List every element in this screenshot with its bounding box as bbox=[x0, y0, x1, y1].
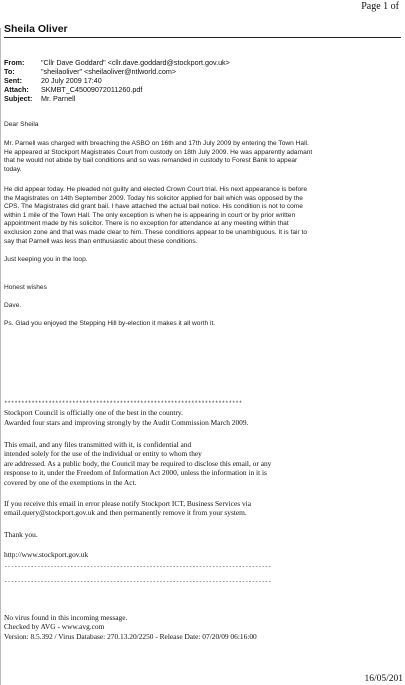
page-number: Page 1 of bbox=[361, 1, 399, 12]
council-url-link[interactable]: http://www.stockport.gov.uk bbox=[4, 550, 89, 559]
header-attach-row bbox=[4, 85, 142, 94]
virus-check-line: Checked by AVG - www.avg.com bbox=[4, 622, 105, 632]
footer-line-1: Stockport Council is officially one of the best in the country. bbox=[4, 408, 183, 417]
greeting: Dear Sheila bbox=[4, 121, 39, 128]
error-notice-line: email.query@stockport.gov.uk and then permanently remove it from your system. bbox=[4, 508, 247, 518]
disclaimer-line: intended solely for the use of the individual or entity to whom they bbox=[4, 449, 202, 459]
disclaimer bbox=[4, 440, 271, 487]
paragraph-2-line: appointment made by his solicitor. There is no exception for attendance at any meeting within that bbox=[4, 220, 289, 228]
virus-check bbox=[4, 613, 257, 641]
dashes-divider: --------------------------------------------------------------------------------- bbox=[4, 563, 272, 570]
error-notice bbox=[4, 499, 251, 518]
header-from-row bbox=[4, 58, 230, 67]
from-value: "Cllr Dave Goddard" <cllr.dave.goddard@stockport.gov.uk> bbox=[41, 58, 230, 67]
disclaimer-line: are addressed. As a public body, the Council may be required to disclose this email, or any bbox=[4, 458, 272, 468]
virus-check-line: Version: 8.5.392 / Virus Database: 270.13.20/2250 - Release Date: 07/20/09 06:16:00 bbox=[4, 631, 257, 641]
subject-label: Subject: bbox=[4, 94, 33, 103]
paragraph-2-line: say that Parnell was less than enthusiastic about these conditions. bbox=[4, 237, 198, 245]
sent-value: 20 July 2009 17:40 bbox=[41, 76, 102, 85]
disclaimer-line: This email, and any files transmitted with it, is confidential and bbox=[4, 440, 192, 449]
paragraph-2-line: exclusion zone and that was made clear to him. These conditions appear to be unambiguous. It is fair to bbox=[4, 228, 308, 236]
paragraph-3: Just keeping you in the loop. bbox=[4, 256, 88, 263]
attach-label: Attach: bbox=[4, 85, 29, 94]
sender-name: Sheila Oliver bbox=[4, 23, 68, 35]
from-label: From: bbox=[4, 58, 25, 67]
footer-line-2: Awarded four stars and improving strongly by the Audit Commission March 2009. bbox=[4, 418, 249, 427]
signature: Dave. bbox=[4, 302, 22, 309]
paragraph-2-line: CPS. The Magistrates did grant bail. I have attached the actual bail notice. His condition is not to come bbox=[4, 203, 303, 211]
paragraph-1 bbox=[4, 140, 312, 174]
sent-label: Sent: bbox=[4, 76, 22, 85]
to-label: To: bbox=[4, 67, 15, 76]
header-sent-row bbox=[4, 76, 102, 85]
disclaimer-line: response to it, under the Freedom of Information Act 2000, unless the information in it is bbox=[4, 468, 267, 478]
page-left-edge bbox=[0, 28, 1, 685]
dashes-divider-2: --------------------------------------------------------------------------------- bbox=[4, 578, 272, 585]
paragraph-1-line: that he would not abide by bail conditions and so was remanded in custody to Forest Bank to appear bbox=[4, 157, 298, 165]
to-value: "sheilaoliver" <sheilaoliver@ntlworld.com> bbox=[41, 67, 177, 76]
paragraph-1-line: Mr. Parnell was charged with breaching the ASBO on 16th and 17th July 2009 by entering the Town Hall. bbox=[4, 140, 309, 147]
paragraph-1-line: He appeared at Stockport Magistrates Court from custody on 18th July 2009. He was apparently adamant bbox=[4, 148, 313, 156]
paragraph-2-line: the Magistrates on 14th September 2009. Today his solicitor applied for bail which was opposed by the bbox=[4, 194, 303, 202]
subject-value: Mr. Parnell bbox=[41, 94, 76, 103]
paragraph-2 bbox=[4, 186, 307, 246]
paragraph-2-line: within 1 mile of the Town Hall. The only exception is when he is appearing in court or by prior written bbox=[4, 211, 296, 219]
header-to-row bbox=[4, 67, 176, 76]
paragraph-2-line: He did appear today. He pleaded not guilty and elected Crown Court trial. His next appearance is before bbox=[4, 186, 308, 193]
disclaimer-line: covered by one of the exemptions in the Act. bbox=[4, 477, 137, 487]
header-rule bbox=[4, 37, 401, 38]
header-subject-row bbox=[4, 94, 75, 103]
postscript: Ps. Glad you enjoyed the Stepping Hill by-election it makes it all worth it. bbox=[4, 320, 216, 327]
attach-value: SKMBT_C45009072011260.pdf bbox=[41, 85, 143, 94]
stars-divider: ********************************************************************** bbox=[4, 400, 243, 407]
virus-check-line: No virus found in this incoming message. bbox=[4, 613, 128, 622]
closing: Honest wishes bbox=[4, 284, 47, 291]
print-date: 16/05/201 bbox=[364, 674, 403, 684]
thanks: Thank you. bbox=[4, 530, 38, 539]
error-notice-line: If you receive this email in error please notify Stockport ICT, Business Services via bbox=[4, 499, 251, 508]
paragraph-1-line: today. bbox=[4, 165, 22, 173]
